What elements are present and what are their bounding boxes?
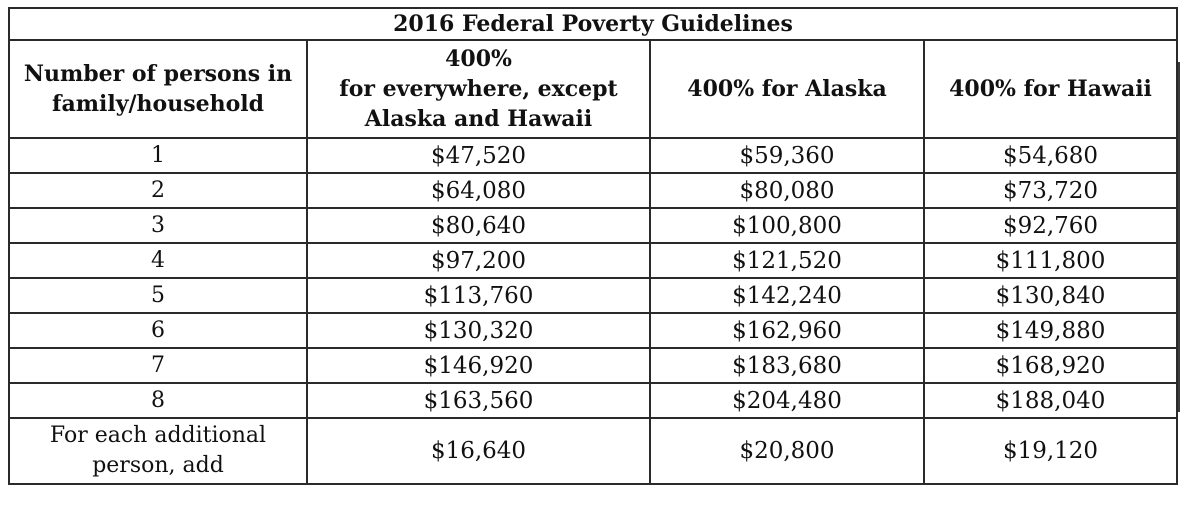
general-cell: $64,080 [307, 173, 650, 208]
additional-person-row [9, 418, 1177, 484]
persons-cell: 5 [9, 278, 307, 313]
persons-cell: 2 [9, 173, 307, 208]
alaska-cell: $204,480 [650, 383, 924, 418]
alaska-cell: $100,800 [650, 208, 924, 243]
general-cell: $146,920 [307, 348, 650, 383]
table-row [9, 278, 1177, 313]
alaska-cell: $121,520 [650, 243, 924, 278]
hawaii-cell: $92,760 [924, 208, 1177, 243]
table-row [9, 138, 1177, 173]
general-cell: $163,560 [307, 383, 650, 418]
hawaii-cell: $149,880 [924, 313, 1177, 348]
hawaii-cell: $130,840 [924, 278, 1177, 313]
alaska-cell: $183,680 [650, 348, 924, 383]
header-general-line: for everywhere, except [339, 76, 618, 102]
persons-cell: 6 [9, 313, 307, 348]
page-edge-line [1178, 62, 1180, 412]
alaska-cell: $162,960 [650, 313, 924, 348]
header-persons-line: family/household [52, 91, 264, 117]
header-hawaii: 400% for Hawaii [924, 40, 1177, 138]
general-cell: $97,200 [307, 243, 650, 278]
persons-cell: 1 [9, 138, 307, 173]
table-row [9, 313, 1177, 348]
general-cell: $113,760 [307, 278, 650, 313]
persons-cell: 7 [9, 348, 307, 383]
header-general-line: Alaska and Hawaii [364, 106, 593, 132]
additional-label-line: person, add [92, 453, 224, 478]
hawaii-cell: $54,680 [924, 138, 1177, 173]
alaska-cell: $80,080 [650, 173, 924, 208]
poverty-guidelines-table [8, 7, 1178, 485]
alaska-cell: $59,360 [650, 138, 924, 173]
header-general-line: 400% [445, 46, 512, 72]
header-general [307, 40, 650, 138]
table-row [9, 208, 1177, 243]
persons-cell: 4 [9, 243, 307, 278]
additional-alaska-cell: $20,800 [650, 418, 924, 484]
additional-person-label [9, 418, 307, 484]
general-cell: $80,640 [307, 208, 650, 243]
persons-cell: 3 [9, 208, 307, 243]
persons-cell: 8 [9, 383, 307, 418]
general-cell: $130,320 [307, 313, 650, 348]
hawaii-cell: $73,720 [924, 173, 1177, 208]
hawaii-cell: $168,920 [924, 348, 1177, 383]
alaska-cell: $142,240 [650, 278, 924, 313]
header-persons [9, 40, 307, 138]
general-cell: $47,520 [307, 138, 650, 173]
table-title: 2016 Federal Poverty Guidelines [9, 8, 1177, 40]
hawaii-cell: $111,800 [924, 243, 1177, 278]
header-row [9, 40, 1177, 138]
additional-hawaii-cell: $19,120 [924, 418, 1177, 484]
table-row [9, 348, 1177, 383]
header-persons-line: Number of persons in [23, 61, 293, 87]
title-row [9, 8, 1177, 40]
hawaii-cell: $188,040 [924, 383, 1177, 418]
table-row [9, 383, 1177, 418]
table-row [9, 173, 1177, 208]
additional-label-line: For each additional [49, 423, 267, 448]
table-row [9, 243, 1177, 278]
additional-general-cell: $16,640 [307, 418, 650, 484]
header-alaska: 400% for Alaska [650, 40, 924, 138]
